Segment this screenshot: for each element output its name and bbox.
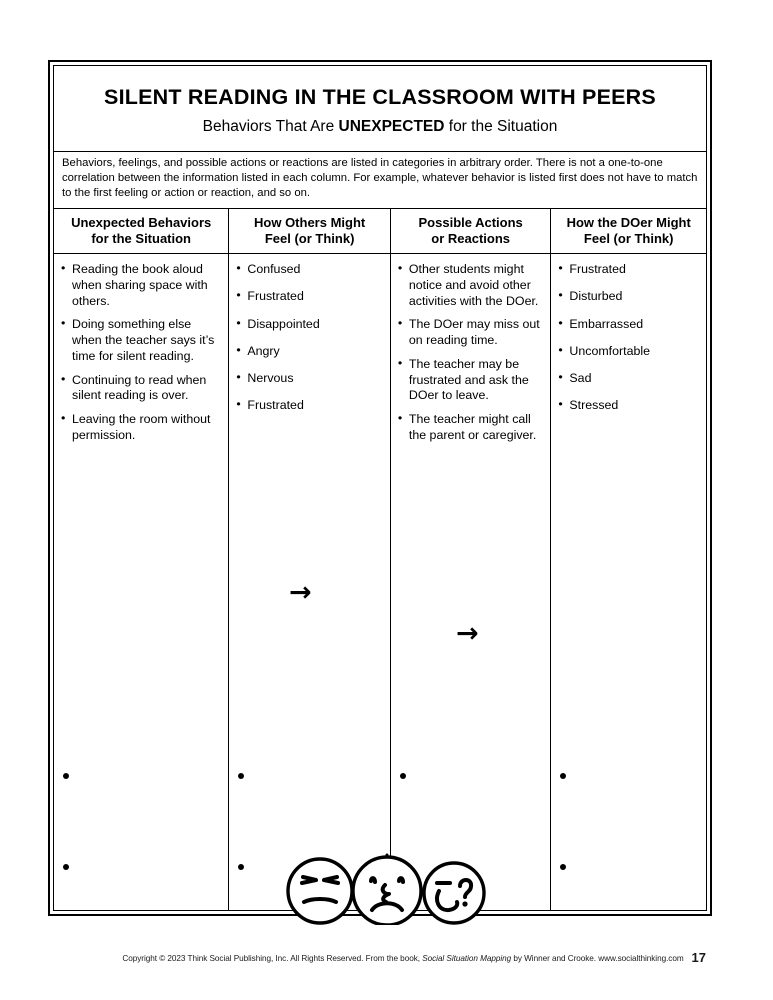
column-header-line1: Possible Actions — [418, 215, 523, 231]
column-header-line2: for the Situation — [91, 231, 192, 246]
worksheet-frame — [48, 60, 712, 916]
blank-bullet[interactable] — [400, 773, 406, 779]
list-item: • Continuing to read when silent reading is over. — [61, 373, 221, 405]
column-unexpected-behaviors[interactable] — [54, 254, 228, 910]
list-item: • The teacher might call the parent or caregiver. — [398, 412, 544, 444]
list-item: • Sad — [558, 371, 699, 387]
list-item: • Doing something else when the teacher says it’s time for silent reading. — [61, 317, 221, 364]
arrow-right-icon: → — [456, 618, 479, 649]
blank-bullet[interactable] — [238, 773, 244, 779]
intro-block — [54, 152, 706, 209]
list-item: • Leaving the room without permission. — [61, 412, 221, 444]
column-header-line2: Feel (or Think) — [583, 231, 674, 246]
column-header-how-others-might-feel — [228, 209, 390, 253]
list-item: • Other students might notice and avoid other activities with the DOer. — [398, 262, 544, 309]
column-possible-actions[interactable] — [390, 254, 551, 910]
list-item: • The DOer may miss out on reading time. — [398, 317, 544, 349]
column-header-possible-actions — [390, 209, 551, 253]
table-header-row — [54, 209, 706, 254]
subtitle-prefix: Behaviors That Are — [202, 117, 339, 135]
copyright-notice — [48, 954, 712, 964]
faces-illustration — [282, 853, 492, 925]
blank-bullet[interactable] — [238, 864, 244, 870]
behavior-list — [61, 262, 221, 444]
list-item: • Reading the book aloud when sharing space with others. — [61, 262, 221, 309]
actions-list — [398, 262, 544, 444]
list-item: • Frustrated — [558, 262, 699, 278]
page-number: 17 — [691, 950, 706, 965]
confused-face — [424, 863, 484, 923]
list-item: • Embarrassed — [558, 317, 699, 333]
blank-bullet[interactable] — [560, 864, 566, 870]
list-item: • Uncomfortable — [558, 344, 699, 360]
column-header-line1: How Others Might — [254, 215, 366, 231]
column-header-line2: or Reactions — [431, 231, 511, 246]
list-item: • Frustrated — [236, 289, 383, 305]
column-header-how-doer-might-feel — [550, 209, 706, 253]
list-item: • Frustrated — [236, 398, 383, 414]
list-item: • Disturbed — [558, 289, 699, 305]
list-item: • Confused — [236, 262, 383, 278]
feelings-list — [236, 262, 383, 414]
list-item: • Stressed — [558, 398, 699, 414]
table-body-row — [54, 254, 706, 910]
column-header-line2: Feel (or Think) — [264, 231, 355, 246]
blank-bullet[interactable] — [63, 864, 69, 870]
copyright-text-part1: Copyright © 2023 Think Social Publishing, Inc. All Rights Reserved. From the book, — [122, 954, 423, 964]
angry-face — [288, 859, 352, 923]
blank-bullet[interactable] — [63, 773, 69, 779]
subtitle-emphasis: UNEXPECTED — [338, 117, 445, 135]
column-how-doer-might-feel[interactable] — [550, 254, 706, 910]
column-header-line1: Unexpected Behaviors — [71, 215, 212, 231]
intro-paragraph: Behaviors, feelings, and possible actions or reactions are listed in categories in arbitrary order. There is not a one-to-one correlation between the information listed in each column. For example, whatever behavior is listed first does not have to match to the first feeling or action or reaction, and so on. — [62, 157, 698, 200]
list-item: • The teacher may be frustrated and ask the DOer to leave. — [398, 357, 544, 404]
title-block — [54, 66, 706, 152]
arrow-right-icon: → — [289, 577, 312, 608]
list-item: • Nervous — [236, 371, 383, 387]
copyright-text-part2: by Winner and Crooke. www.socialthinking.com — [511, 954, 684, 964]
worksheet-frame-inner — [53, 65, 707, 911]
page-subtitle — [203, 118, 558, 135]
list-item: • Angry — [236, 344, 383, 360]
sad-face — [353, 855, 421, 925]
subtitle-suffix: for the Situation — [444, 117, 558, 135]
column-header-line1: How the DOer Might — [566, 215, 691, 231]
page-footer — [48, 946, 712, 972]
column-header-unexpected-behaviors — [54, 209, 228, 253]
doer-feelings-list — [558, 262, 699, 414]
list-item: • Disappointed — [236, 317, 383, 333]
book-title: Social Situation Mapping — [422, 954, 512, 964]
page-title: SILENT READING IN THE CLASSROOM WITH PEERS — [104, 85, 656, 110]
blank-bullet[interactable] — [560, 773, 566, 779]
